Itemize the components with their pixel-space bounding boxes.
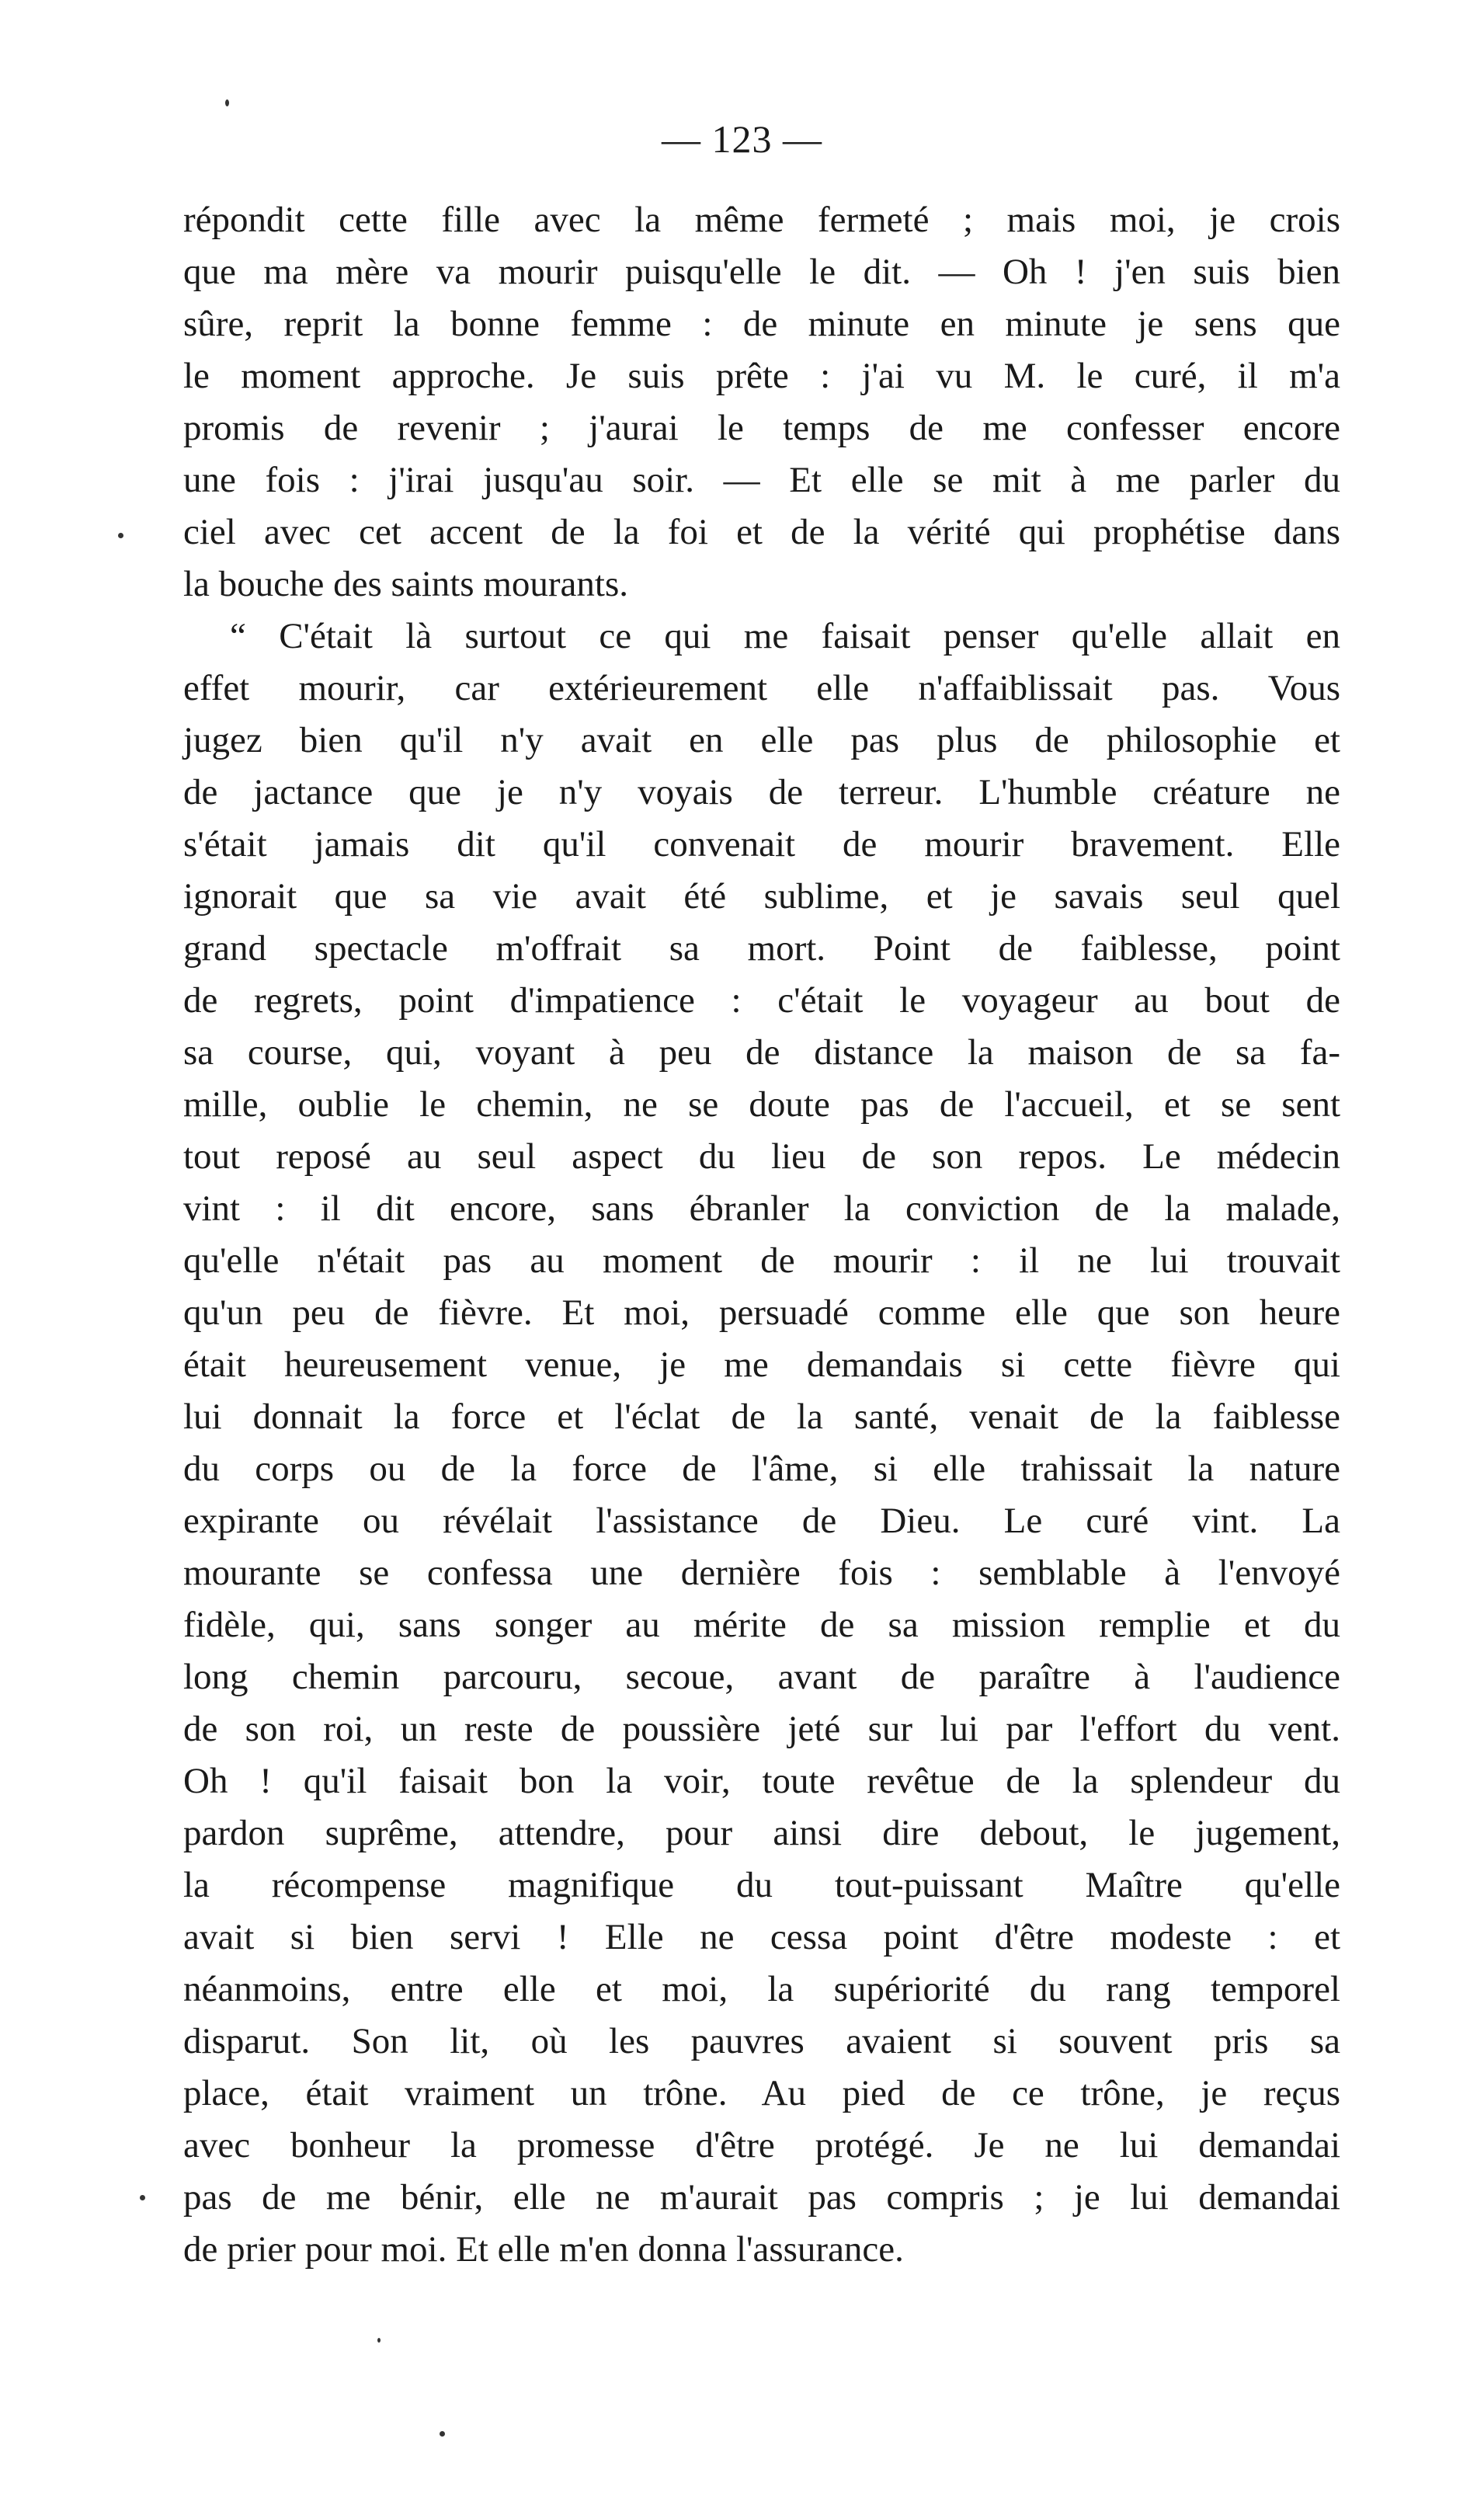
text-line: vint : il dit encore, sans ébranler la conviction de la malade, [183, 1188, 1340, 1229]
page-number: — 123 — [662, 117, 822, 161]
text-line: pas de me bénir, elle ne m'aurait pas compris ; je lui demandai [183, 2177, 1340, 2218]
text-line: une fois : j'irai jusqu'au soir. — Et elle se mit à me parler du [183, 460, 1340, 500]
text-line: du corps ou de la force de l'âme, si elle trahissait la nature [183, 1449, 1340, 1489]
text-line: le moment approche. Je suis prête : j'ai vu M. le curé, il m'a [183, 356, 1340, 396]
text-line: sa course, qui, voyant à peu de distance la maison de sa fa- [183, 1032, 1340, 1073]
text-line: jugez bien qu'il n'y avait en elle pas plus de philosophie et [183, 720, 1340, 760]
text-line: de prier pour moi. Et elle m'en donna l'assurance. [183, 2229, 904, 2270]
ink-speck [377, 2338, 381, 2343]
text-line: lui donnait la force et l'éclat de la santé, venait de la faiblesse [183, 1397, 1340, 1437]
text-line: s'était jamais dit qu'il convenait de mourir bravement. Elle [183, 824, 1340, 864]
text-line: sûre, reprit la bonne femme : de minute en minute je sens que [183, 304, 1340, 344]
text-line: de son roi, un reste de poussière jeté sur lui par l'effort du vent. [183, 1709, 1340, 1749]
ink-speck [440, 2431, 445, 2437]
text-line: était heureusement venue, je me demandais si cette fièvre qui [183, 1344, 1340, 1385]
text-line: long chemin parcouru, secoue, avant de paraître à l'audience [183, 1657, 1340, 1697]
text-line: avait si bien servi ! Elle ne cessa point d'être modeste : et [183, 1917, 1340, 1957]
text-line: promis de revenir ; j'aurai le temps de me confesser encore [183, 408, 1340, 448]
text-line: de jactance que je n'y voyais de terreur. L'humble créature ne [183, 772, 1340, 812]
text-line: que ma mère va mourir puisqu'elle le dit. — Oh ! j'en suis bien [183, 252, 1340, 292]
text-line: pardon suprême, attendre, pour ainsi dire debout, le jugement, [183, 1813, 1340, 1853]
text-line: Oh ! qu'il faisait bon la voir, toute revêtue de la splendeur du [183, 1761, 1340, 1801]
text-line: “ C'était là surtout ce qui me faisait penser qu'elle allait en [230, 616, 1340, 656]
text-line: de regrets, point d'impatience : c'était le voyageur au bout de [183, 980, 1340, 1021]
ink-speck [118, 533, 123, 538]
text-line: avec bonheur la promesse d'être protégé. Je ne lui demandai [183, 2125, 1340, 2165]
text-line: fidèle, qui, sans songer au mérite de sa mission remplie et du [183, 1605, 1340, 1645]
text-line: ciel avec cet accent de la foi et de la vérité qui prophétise dans [183, 512, 1340, 552]
text-line: disparut. Son lit, où les pauvres avaient si souvent pris sa [183, 2021, 1340, 2061]
text-line: néanmoins, entre elle et moi, la supériorité du rang temporel [183, 1969, 1340, 2009]
text-line: grand spectacle m'offrait sa mort. Point de faiblesse, point [183, 928, 1340, 969]
body-text [183, 194, 1340, 2276]
text-line: effet mourir, car extérieurement elle n'affaiblissait pas. Vous [183, 668, 1340, 708]
text-line: répondit cette fille avec la même fermeté ; mais moi, je crois [183, 200, 1340, 240]
text-line: ignorait que sa vie avait été sublime, et je savais seul quel [183, 876, 1340, 917]
ink-speck [140, 2195, 145, 2200]
text-line: place, était vraiment un trône. Au pied de ce trône, je reçus [183, 2073, 1340, 2113]
text-line: mourante se confessa une dernière fois : semblable à l'envoyé [183, 1553, 1340, 1593]
text-line: la récompense magnifique du tout-puissant Maître qu'elle [183, 1865, 1340, 1905]
text-line: la bouche des saints mourants. [183, 564, 629, 604]
text-line: expirante ou révélait l'assistance de Dieu. Le curé vint. La [183, 1501, 1340, 1541]
text-line: qu'un peu de fièvre. Et moi, persuadé comme elle que son heure [183, 1292, 1340, 1333]
text-line: qu'elle n'était pas au moment de mourir : il ne lui trouvait [183, 1240, 1340, 1281]
ink-speck [225, 99, 229, 106]
text-line: tout reposé au seul aspect du lieu de son repos. Le médecin [183, 1136, 1340, 1177]
text-line: mille, oublie le chemin, ne se doute pas de l'accueil, et se sent [183, 1084, 1340, 1125]
